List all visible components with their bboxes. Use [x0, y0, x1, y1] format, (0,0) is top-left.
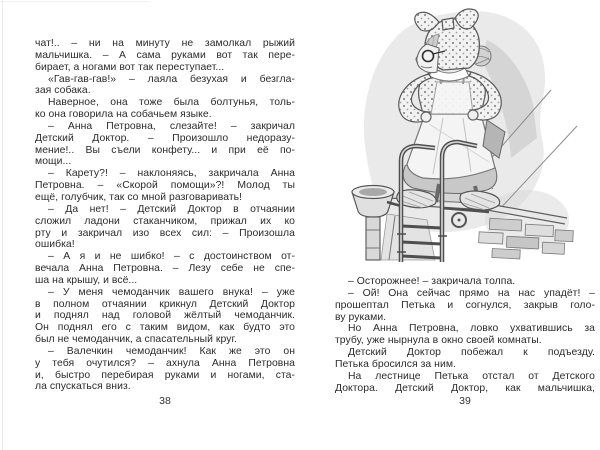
text-line: в полном отчаянии крикнул Детский Доктор: [35, 298, 295, 310]
text-line: Он поднял его с таким видом, как будто это: [35, 322, 295, 334]
page-left-text-column: [35, 38, 295, 393]
page-edge-top: [0, 1, 150, 2]
page-number-right: 39: [459, 395, 471, 407]
text-line: – Осторожнее! – закричала толпа.: [348, 276, 516, 287]
text-line: чат!.. – ни на минуту не замолкал рыжий: [35, 38, 295, 49]
text-line: – А я и не шибко! – с достоинством от-: [48, 251, 295, 263]
text-line: у тебя очутился? – ахнула Анна Петровна: [35, 357, 295, 369]
text-line: мальчишка. – А сама руками вот так пере-: [35, 49, 295, 61]
text-line: – Ой! Она сейчас прямо на нас упадёт! –: [348, 287, 595, 299]
apron-bib: [431, 82, 473, 114]
text-line: и поднял над головой жёлтый чемоданчик.: [35, 310, 295, 322]
page-right-text-column: [335, 276, 595, 394]
text-line: Петька бросился за ним.: [335, 358, 456, 370]
text-line: Петровна. – «Скорой помощи»?! Молод ты: [35, 180, 295, 192]
text-line: сложил ладони стаканчиком, прижал их ко: [35, 215, 295, 227]
text-line: ошибка!: [35, 239, 75, 251]
text-line: Детский Доктор побежал к подъезду.: [348, 347, 595, 359]
text-line: – У меня чемоданчик вашего внука! – уже: [48, 286, 295, 298]
page-edge-left: [2, 0, 3, 450]
text-line: – Анна Петровна, слезайте! – закричал: [48, 120, 295, 132]
text-line: ла спускаться вниз.: [35, 381, 131, 393]
grandmother-on-ladder-illustration: [339, 6, 597, 266]
text-line: ко она говорила на собачьем языке.: [35, 109, 212, 121]
text-line: бирает, а ногами вот так переступает...: [35, 61, 225, 73]
text-line: На лестнице Петька отстал от Детского: [348, 370, 595, 382]
text-line: «Гав-гав-гав!» – лаяла безухая и безгла-: [48, 73, 295, 85]
text-line: Но Анна Петровна, ловко ухватившись за: [348, 323, 595, 335]
text-line: был не чемоданчик, а спасательный круг.: [35, 334, 237, 346]
text-line: прошептал Петька и согнулся, закрыв голо-: [335, 299, 595, 311]
text-line: – Карету?! – наклоняясь, закричала Анна: [48, 168, 295, 180]
text-line: рту и закричал изо всех сил: – Произошла: [35, 227, 295, 239]
text-line: – Валечкин чемоданчик! Как же это он: [48, 345, 295, 357]
text-line: мение!.. Вы съели конфету... и при её по-: [35, 144, 295, 156]
text-line: и, быстро перебирая руками и ногами, ста-: [35, 369, 295, 381]
text-line: зая собака.: [35, 85, 91, 97]
text-line: – Да нет! – Детский Доктор в отчаянии: [48, 203, 295, 215]
text-line: ещё, голубчик, так со мной разговаривать!: [35, 191, 243, 203]
scarf-bow: [415, 9, 478, 31]
text-line: ша на крышу, и всё...: [35, 274, 138, 286]
text-line: Наверное, она тоже была болтунья, толь-: [48, 97, 295, 109]
text-line: Детский Доктор. – Произошло недоразу-: [35, 132, 295, 144]
page-number-left: 38: [159, 395, 171, 407]
text-line: ву руками.: [335, 311, 387, 323]
text-line: вечала Анна Петровна. – Лезу себе не спе-: [35, 263, 295, 275]
text-line: мощи...: [35, 156, 72, 168]
text-line: трубу, уже нырнула в окно своей комнаты.: [335, 335, 542, 347]
wall-corner: [381, 214, 435, 260]
text-line: Доктора. Детский Доктор, как мальчишка,: [335, 382, 595, 394]
